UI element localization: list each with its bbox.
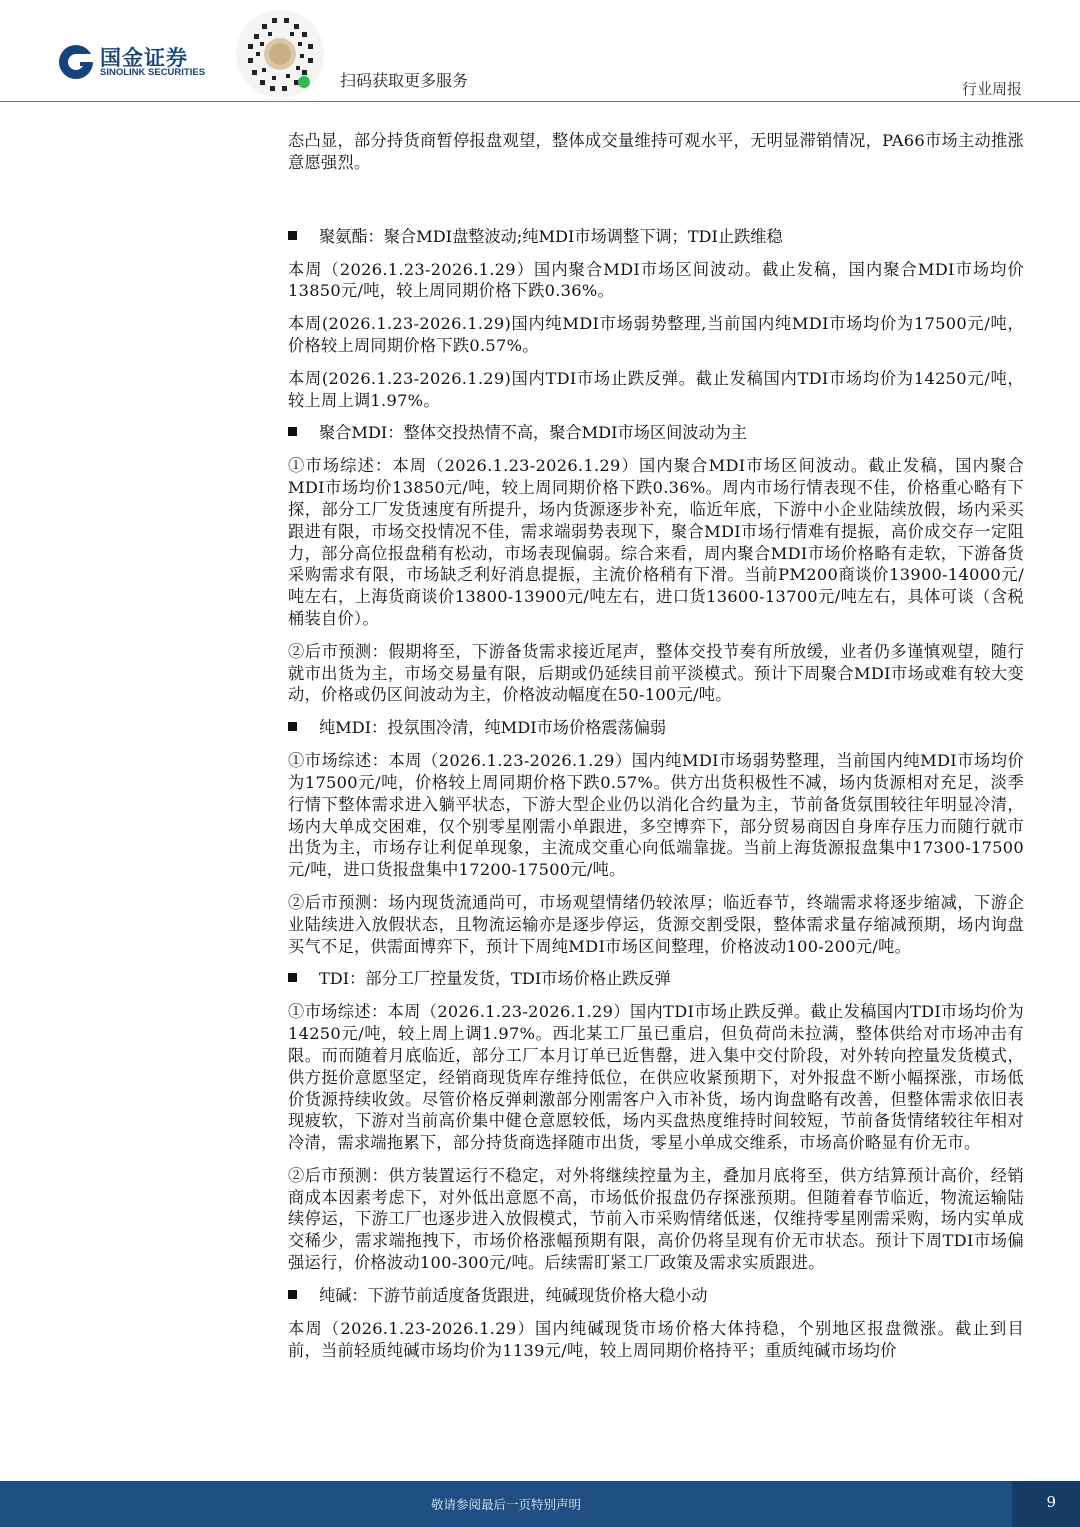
heading-text: 聚氨酯：聚合MDI盘整波动;纯MDI市场调整下调；TDI止跌维稳 (319, 226, 783, 246)
report-body (288, 130, 1024, 1372)
section-heading-pure-mdi (288, 717, 1024, 739)
section-heading-tdi (288, 968, 1024, 990)
square-bullet-icon (288, 427, 297, 436)
square-bullet-icon (288, 973, 297, 982)
square-bullet-icon (288, 1290, 297, 1299)
section-heading-polymeric-mdi (288, 422, 1024, 444)
report-type-label: 行业周报 (961, 80, 1022, 98)
square-bullet-icon (288, 231, 297, 240)
paragraph-tdi-summary: 本周(2026.1.23-2026.1.29)国内TDI市场止跌反弹。截止发稿国内TDI市场均价为14250元/吨，较上周上调1.97%。 (288, 368, 1024, 410)
paragraph-polymeric-mdi-summary: 本周（2026.1.23-2026.1.29）国内聚合MDI市场区间波动。截止发稿，国内聚合MDI市场均价13850元/吨，较上周同期价格下跌0.36%。 (288, 259, 1024, 301)
brand-name-cn: 国金证券 (100, 46, 188, 70)
footer-disclaimer: 敬请参阅最后一页特别声明 (430, 1497, 581, 1512)
sinolink-logo-icon (58, 44, 94, 80)
heading-text: 纯碱：下游节前适度备货跟进，纯碱现货价格大稳小动 (319, 1285, 708, 1305)
paragraph-tdi-market-review: ①市场综述：本周（2026.1.23-2026.1.29）国内TDI市场止跌反弹。截止发稿国内TDI市场均价为14250元/吨，较上周上调1.97%。西北某工厂虽已重启，但负荷尚未拉满，整体供给对市场冲击有限。而而随着月底临近，部分工厂本月订单已近售罄，进入集中交付阶段，对外转向控量发货模式，供方挺价意愿坚定，经销商现货库存维持低位，在供应收紧预期下，对外报盘不断小幅探涨，市场低价货源持续收敛。尽管价格反弹刺激部分刚需客户入市补货，场内询盘略有改善，但整体需求依旧表现疲软，下游对当前高价集中健仓意愿较低，场内买盘热度维持时间较短，节前备货情绪较往年相对冷清，需求端拖累下，部分持货商选择随市出货，零星小单成交维系，市场高价略显有价无市。 (288, 1002, 1024, 1153)
page-number: 9 (1046, 1493, 1056, 1511)
heading-text: TDI：部分工厂控量发货，TDI市场价格止跌反弹 (319, 969, 671, 989)
mini-program-qr-code[interactable] (234, 8, 326, 100)
paragraph-pure-mdi-forecast: ②后市预测：场内现货流通尚可，市场观望情绪仍较浓厚；临近春节，终端需求将逐步缩减，下游企业陆续进入放假状态，且物流运输亦是逐步停运，货源交割受限，整体需求量存缩减预期，场内询盘买气不足，供需面博弈下，预计下周纯MDI市场区间整理，价格波动100-200元/吨。 (288, 892, 1024, 956)
page-header (0, 0, 1080, 102)
paragraph-polymeric-mdi-market-review: ①市场综述：本周（2026.1.23-2026.1.29）国内聚合MDI市场区间波动。截止发稿，国内聚合MDI市场均价13850元/吨，较上周同期价格下跌0.36%。周内市场行情表现不佳，价格重心略有下探，部分工厂发货速度有所提升，场内货源逐步补充，临近年底，下游中小企业陆续放假，场内采买跟进有限，市场交投情况不佳，需求端弱势表现下，聚合MDI市场行情难有提振，高价成交存一定阻力，部分高位报盘稍有松动，市场表现偏弱。综合来看，周内聚合MDI市场价格略有走软，下游备货采购需求有限，市场缺乏利好消息提振，主流价格稍有下滑。当前PM200商谈价13900-14000元/吨左右，上海货商谈价13800-13900元/吨左右，进口货13600-13700元/吨左右，具体可谈（含税桶装自价）。 (288, 456, 1024, 628)
paragraph-tdi-forecast: ②后市预测：供方装置运行不稳定，对外将继续控量为主，叠加月底将至，供方结算预计高价，经销商成本因素考虑下，对外低出意愿不高，市场低价报盘仍存探涨预期。但随着春节临近，物流运输陆续停运，下游工厂也逐步进入放假模式，节前入市采购情绪低迷，仅维持零星刚需采购，场内实单成交稀少，需求端拖拽下，市场价格涨幅预期有限，高价仍将呈现有价无市状态。预计下周TDI市场偏强运行，价格波动100-300元/吨。后续需盯紧工厂政策及需求实质跟进。 (288, 1165, 1024, 1273)
heading-text: 纯MDI：投氛围冷清，纯MDI市场价格震荡偏弱 (319, 718, 667, 738)
paragraph-pure-mdi-summary: 本周(2026.1.23-2026.1.29)国内纯MDI市场弱势整理,当前国内纯MDI市场均价为17500元/吨，价格较上周同期价格下跌0.57%。 (288, 314, 1024, 355)
header-divider (0, 101, 1080, 102)
paragraph-pure-mdi-market-review: ①市场综述：本周（2026.1.23-2026.1.29）国内纯MDI市场弱势整理，当前国内纯MDI市场均价为17500元/吨，价格较上周同期价格下跌0.57%。供方出货积极性不减，场内货源相对充足，淡季行情下整体需求进入躺平状态，下游大型企业仍以消化合约量为主，节前备货氛围较往年明显冷清，场内大单成交困难，仅个别零星刚需小单跟进，多空博弈下，部分贸易商因自身库存压力而随行就市出货为主，市场存让利促单现象，主流成交重心向低端靠拢。当前上海货源报盘集中17300-17500元/吨，进口货报盘集中17200-17500元/吨。 (288, 751, 1024, 880)
paragraph-pa66-tail: 态凸显，部分持货商暂停报盘观望，整体成交量维持可观水平，无明显滞销情况，PA66市场主动推涨意愿强烈。 (288, 131, 1024, 172)
section-heading-soda-ash (288, 1285, 1024, 1307)
section-heading-polyurethane (288, 226, 1024, 248)
paragraph-soda-ash-summary: 本周（2026.1.23-2026.1.29）国内纯碱现货市场价格大体持稳，个别地区报盘微涨。截止到目前，当前轻质纯碱市场均价为1139元/吨，较上周同期价格持平；重质纯碱市场均价 (288, 1318, 1024, 1360)
paragraph-polymeric-mdi-forecast: ②后市预测：假期将至，下游备货需求接近尾声，整体交投节奏有所放缓，业者仍多谨慎观望，随行就市出货为主，市场交易量有限，后期或仍延续目前平淡模式。预计下周聚合MDI市场或难有较大变动，价格或仍区间波动为主，价格波动幅度在50-100元/吨。 (288, 641, 1024, 705)
brand-name-en: SINOLINK SECURITIES (100, 67, 206, 78)
page-footer (0, 1481, 1080, 1527)
heading-text: 聚合MDI：整体交投热情不高，聚合MDI市场区间波动为主 (319, 423, 748, 443)
scan-qr-caption: 扫码获取更多服务 (340, 71, 469, 90)
square-bullet-icon (288, 722, 297, 731)
